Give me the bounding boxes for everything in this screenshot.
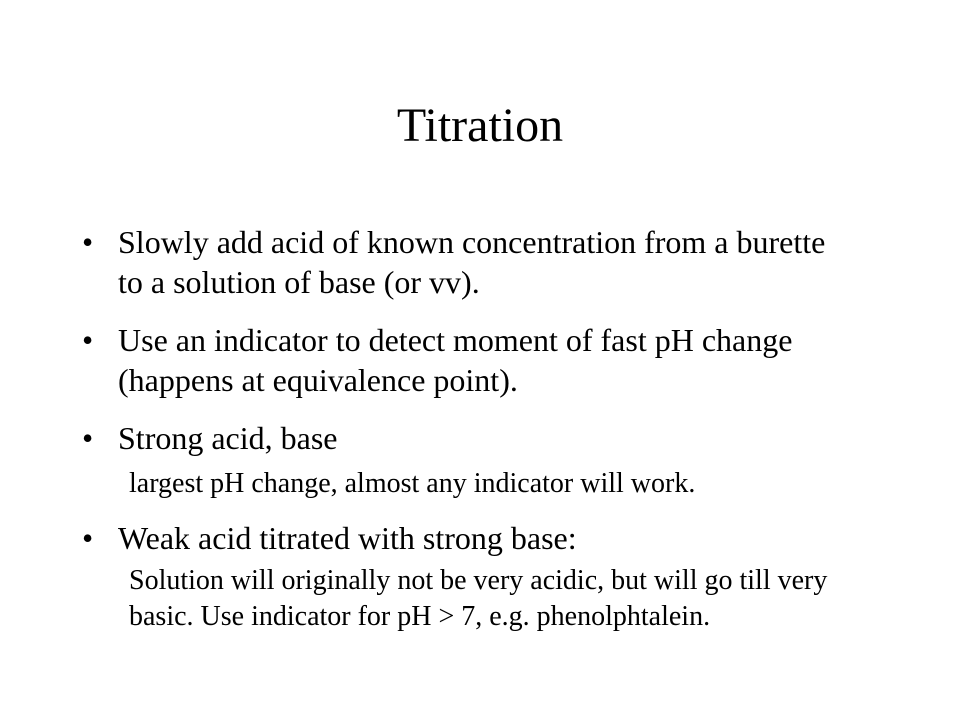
bullet-text: Weak acid titrated with strong base: [118,520,577,556]
bullet-item [82,222,842,302]
bullet-item [82,320,842,400]
sub-bullet-text: largest pH change, almost any indicator will work. [129,468,696,499]
bullet-item [82,418,842,458]
slide-title: Titration [396,99,564,152]
sub-bullet-text: Solution will originally not be very acidic, but will go till very basic. Use indicator for pH > 7, e.g. phenolphtalein. [129,565,828,632]
bullet-text: Slowly add acid of known concentration from a burette to a solution of base (or vv). [118,224,826,300]
bullet-dot: • [82,322,94,358]
bullet-text: Use an indicator to detect moment of fast pH change (happens at equivalence point). [118,322,793,398]
bullet-dot: • [82,420,94,456]
bullet-text: Strong acid, base [118,420,338,456]
bullet-item [82,518,842,558]
bullet-dot: • [82,224,94,260]
bullet-dot: • [82,520,94,556]
